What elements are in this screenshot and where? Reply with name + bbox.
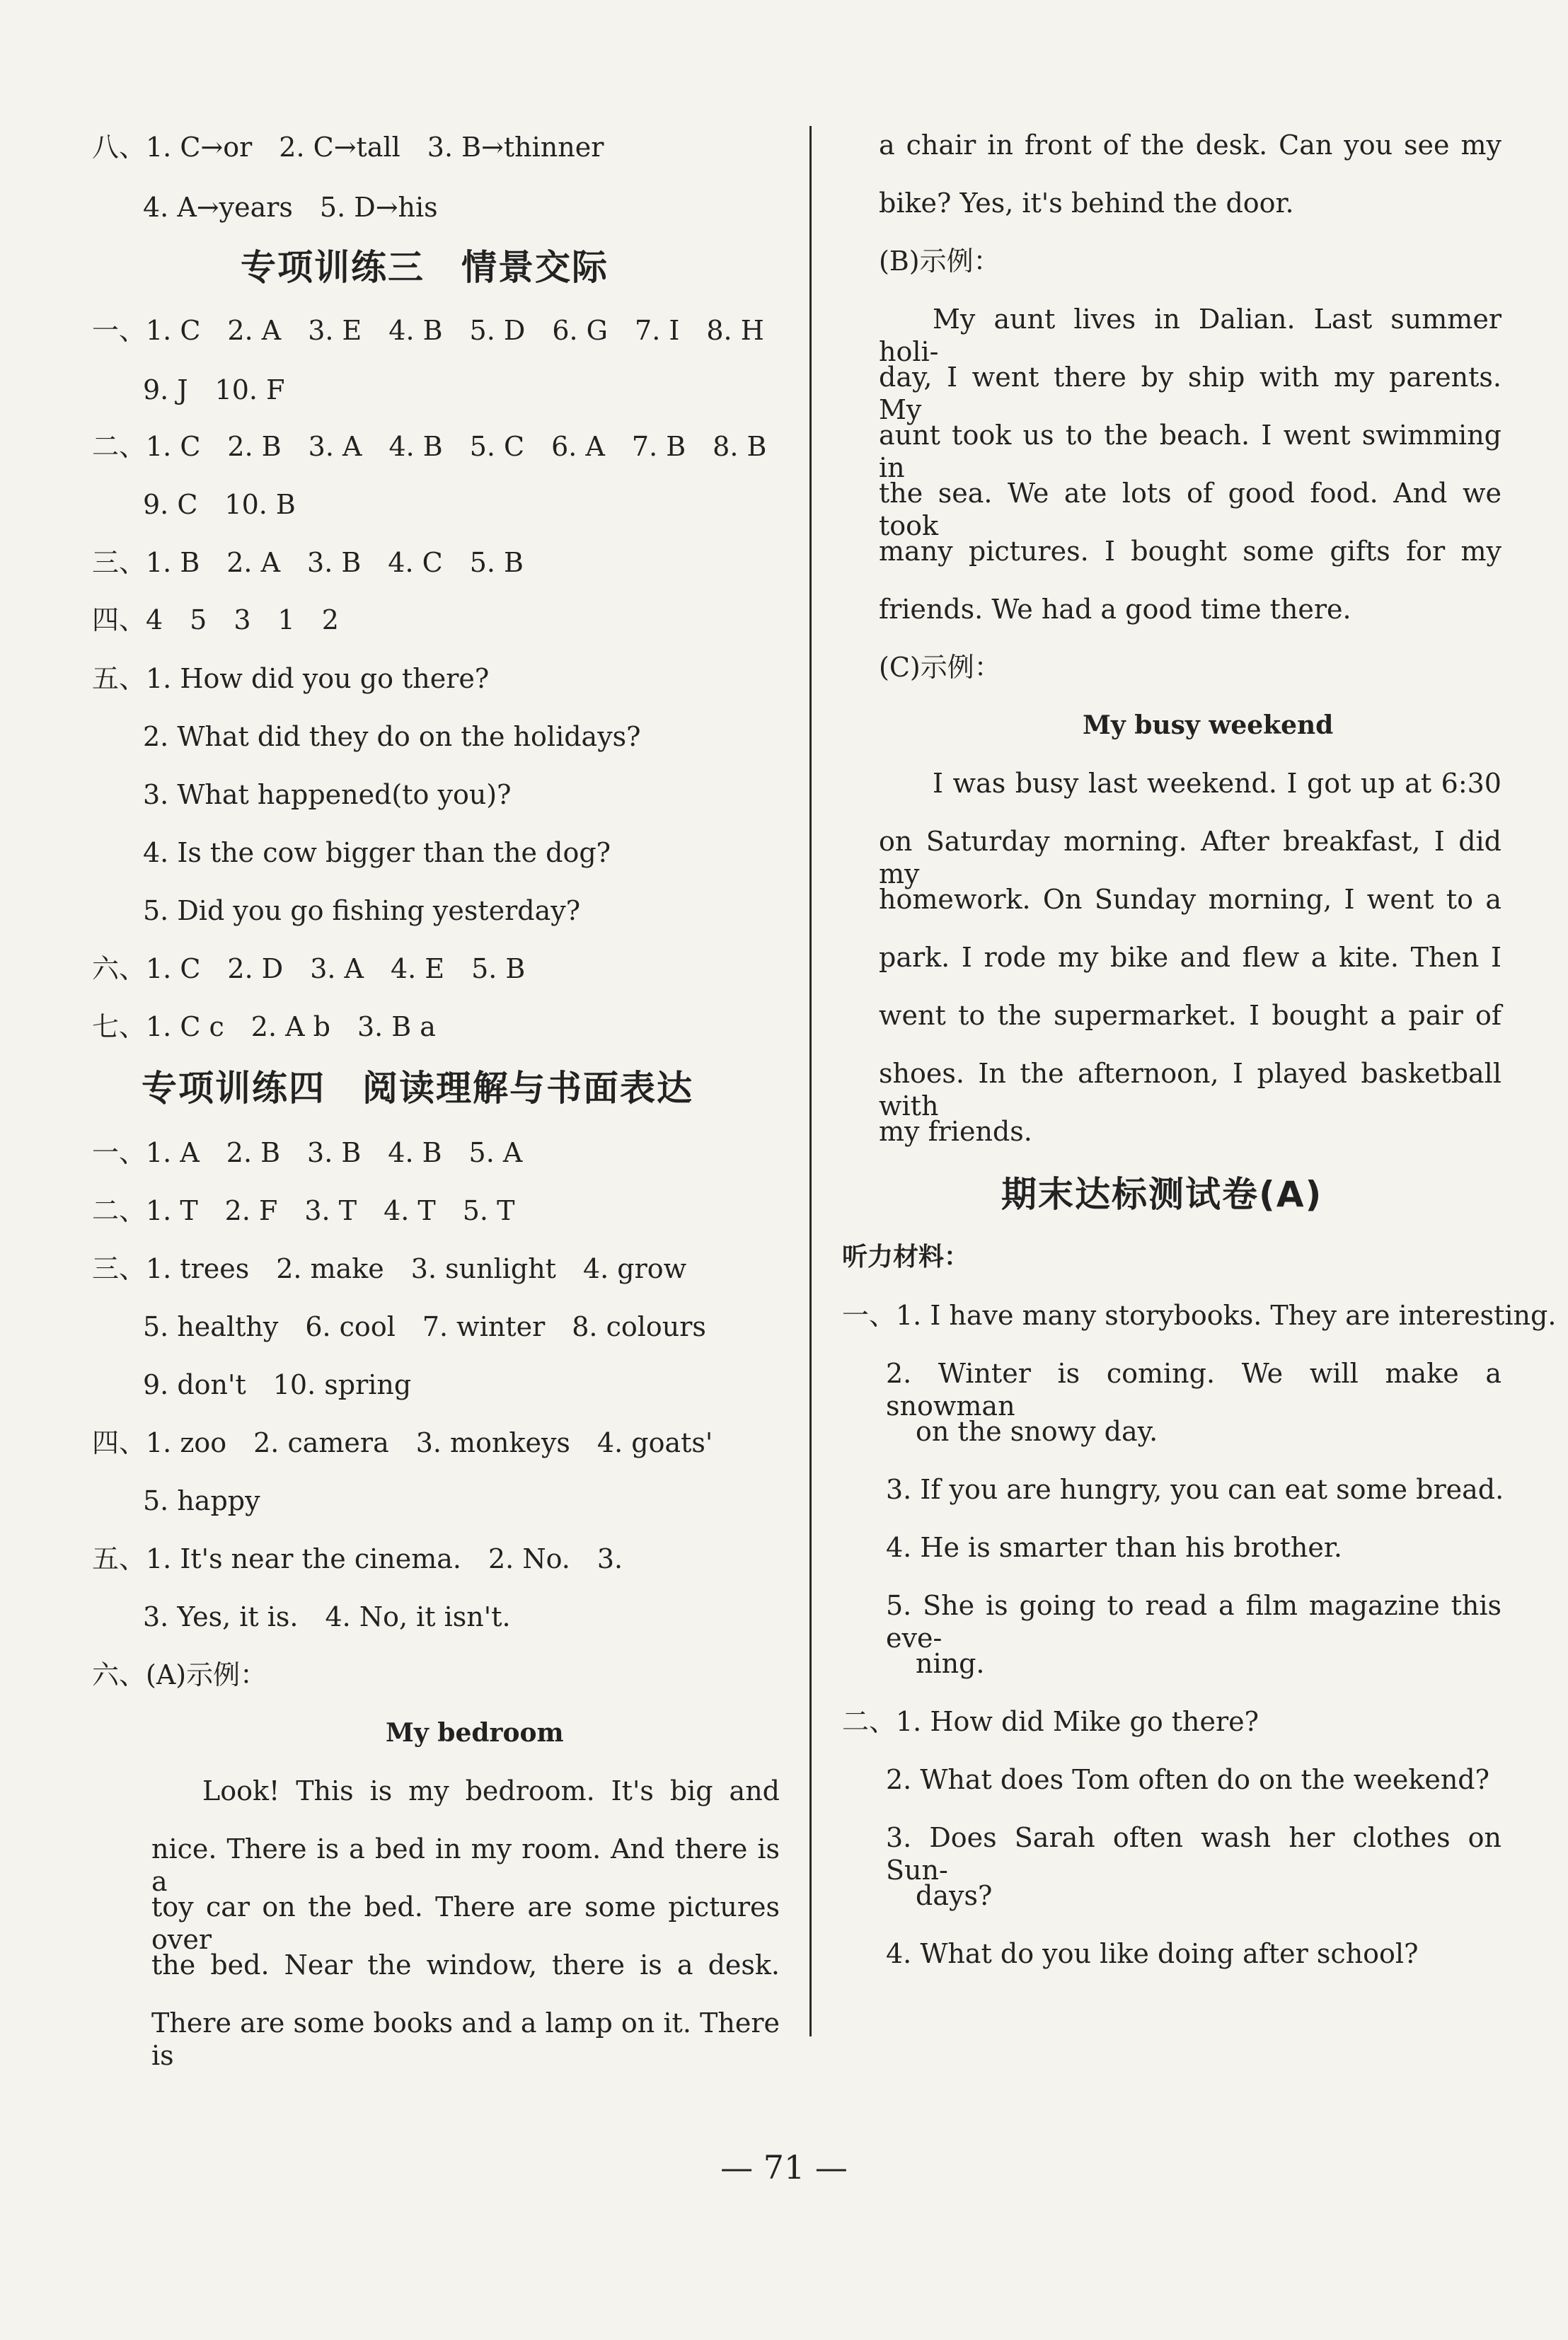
listening-label: 听力材料： [842,1243,970,1272]
answer-line: 2. What did they do on the holidays? [143,721,641,752]
listening-line: 5. She is going to read a film magazine this eve- [886,1590,1501,1654]
listening-line: 3. Does Sarah often wash her clothes on Sun- [886,1822,1501,1886]
answer-line: 七、1. C c 2. A b 3. B a [92,1011,436,1042]
essay-line: the sea. We ate lots of good food. And we took [879,478,1501,541]
essay-line: day, I went there by ship with my parents. My [879,362,1501,425]
essay-line: homework. On Sunday morning, I went to a [879,884,1501,915]
answer-line: 四、1. zoo 2. camera 3. monkeys 4. goats' [92,1427,713,1458]
sample-label: (C)示例： [879,652,1001,683]
essay-line: toy car on the bed. There are some pictures over [151,1891,780,1955]
answer-line: 9. J 10. F [143,374,285,405]
answer-line: 4. A→years 5. D→his [143,192,438,223]
answer-line: 5. healthy 6. cool 7. winter 8. colours [143,1311,706,1342]
column-divider [809,126,812,2036]
answer-line: 五、1. It's near the cinema. 2. No. 3. [92,1543,623,1574]
answer-line: 4. Is the cow bigger than the dog? [143,837,611,868]
essay-line: went to the supermarket. I bought a pair of [879,1000,1501,1031]
listening-line: 2. Winter is coming. We will make a snowman [886,1358,1501,1422]
answer-line: 5. Did you go fishing yesterday? [143,895,581,926]
listening-line: 二、1. How did Mike go there? [842,1706,1259,1737]
section-heading-4: 专项训练四 阅读理解与书面表达 [142,1068,693,1109]
answer-line: 一、1. C 2. A 3. E 4. B 5. D 6. G 7. I 8. H [92,315,764,346]
essay-line: aunt took us to the beach. I went swimming in [879,420,1501,483]
essay-line: shoes. In the afternoon, I played basketball with [879,1058,1501,1122]
answer-line: 四、4 5 3 1 2 [92,604,339,635]
answer-line: 9. don't 10. spring [143,1369,412,1400]
listening-line: on the snowy day. [916,1416,1158,1447]
essay-line: Look! This is my bedroom. It's big and [202,1775,780,1806]
answer-line: 三、1. B 2. A 3. B 4. C 5. B [92,547,524,578]
answer-line: 3. Yes, it is. 4. No, it isn't. [143,1601,511,1632]
answer-line: 二、1. C 2. B 3. A 4. B 5. C 6. A 7. B 8. B [92,431,767,462]
essay-line: many pictures. I bought some gifts for my [879,536,1501,567]
listening-line: 一、1. I have many storybooks. They are interesting. [842,1300,1557,1331]
listening-line: 2. What does Tom often do on the weekend? [886,1764,1489,1795]
answer-line: 五、1. How did you go there? [92,663,490,694]
essay-line: My aunt lives in Dalian. Last summer holi- [879,304,1501,367]
answer-line: 9. C 10. B [143,489,296,520]
listening-line: 4. What do you like doing after school? [886,1938,1419,1969]
listening-line: 4. He is smarter than his brother. [886,1532,1342,1563]
listening-line: days? [916,1880,993,1911]
essay-line: bike? Yes, it's behind the door. [879,188,1294,219]
answer-line: 二、1. T 2. F 3. T 4. T 5. T [92,1195,515,1226]
essay-line: I was busy last weekend. I got up at 6:30 [933,768,1501,799]
answer-line: 3. What happened(to you)? [143,779,512,810]
answer-line: 六、1. C 2. D 3. A 4. E 5. B [92,953,526,984]
essay-line: the bed. Near the window, there is a desk. [151,1949,780,1981]
answer-line: 八、1. C→or 2. C→tall 3. B→thinner [92,132,604,163]
answer-line: 三、1. trees 2. make 3. sunlight 4. grow [92,1253,687,1284]
sample-label: (B)示例： [879,246,1001,277]
essay-line: friends. We had a good time there. [879,594,1351,625]
answer-line: 5. happy [143,1485,260,1516]
essay-title: My busy weekend [1083,710,1334,740]
watermark-graphic [238,1691,384,1756]
sample-label: 六、(A)示例： [92,1659,267,1690]
listening-line: 3. If you are hungry, you can eat some bread. [886,1474,1504,1505]
essay-title: My bedroom [386,1718,564,1748]
essay-line: nice. There is a bed in my room. And there is a [151,1833,780,1897]
answer-line: 一、1. A 2. B 3. B 4. B 5. A [92,1137,523,1168]
essay-line: on Saturday morning. After breakfast, I did my [879,826,1501,889]
listening-line: ning. [916,1648,985,1679]
section-heading-3: 专项训练三 情景交际 [241,247,609,288]
essay-line: There are some books and a lamp on it. There is [151,2007,780,2071]
essay-line: a chair in front of the desk. Can you see my [879,129,1501,161]
essay-line: park. I rode my bike and flew a kite. Then I [879,942,1501,973]
essay-line: my friends. [879,1116,1032,1147]
page-number: — 71 — [720,2148,848,2186]
exam-heading: 期末达标测试卷(A) [1001,1174,1323,1215]
